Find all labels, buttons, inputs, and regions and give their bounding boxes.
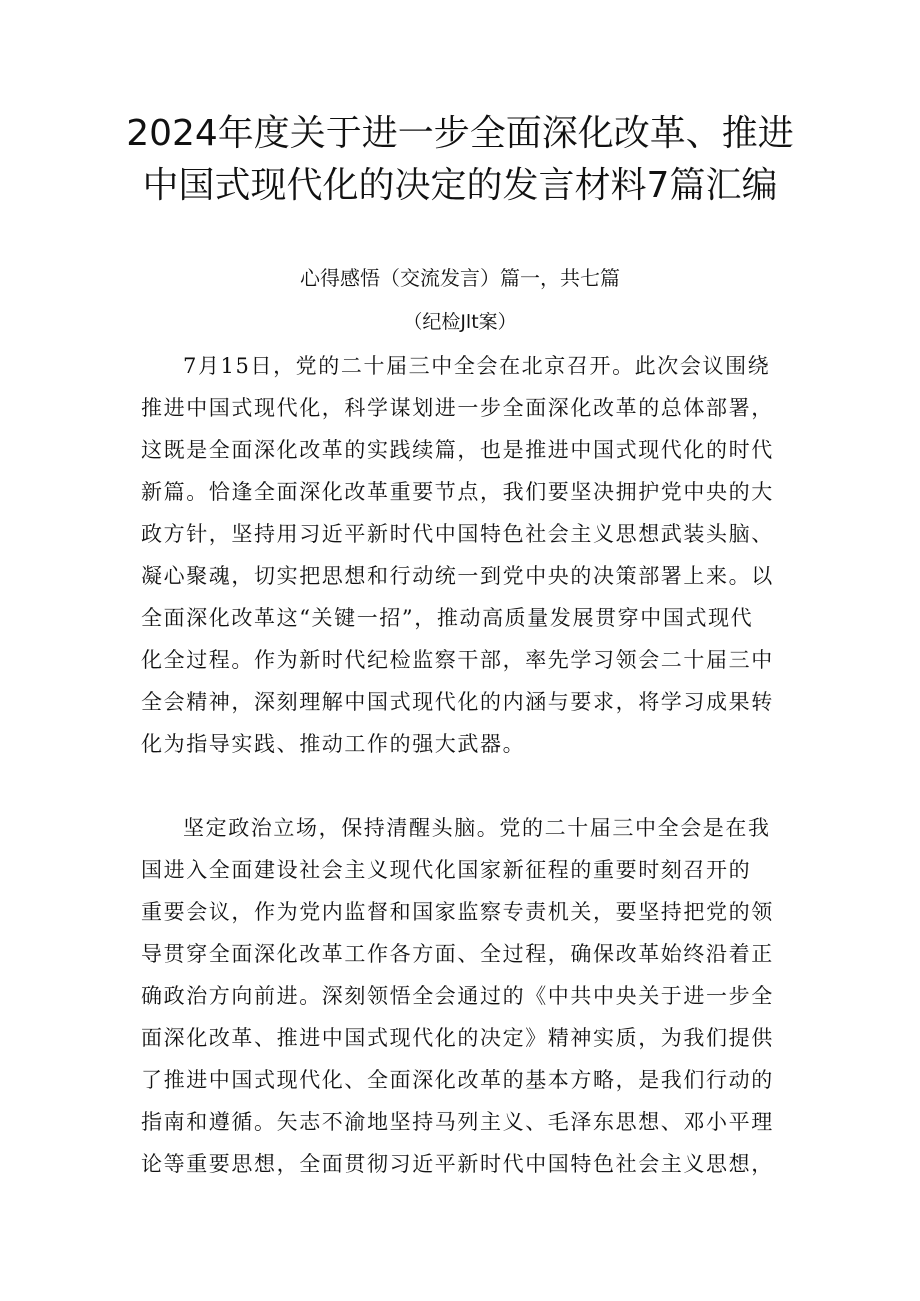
paragraph-line: 指南和遵循。矢志不渝地坚持马列主义、毛泽东思想、邓小平理 [141,1110,774,1134]
paragraph-line: 化为指导实践、推动工作的强大武器。 [141,732,526,756]
paragraph-1 [141,345,789,765]
paragraph-line: 化全过程。作为新时代纪检监察干部，率先学习领会二十届三中 [141,648,774,672]
paragraph-line: 政方针，坚持用习近平新时代中国特色社会主义思想武装头脑、 [141,522,774,546]
paragraph-line: 了推进中国式现代化、全面深化改革的基本方略，是我们行动的 [141,1068,774,1092]
title-line-2: 中国式现代化的决定的发言材料7篇汇编 [142,165,778,206]
paragraph-line: 这既是全面深化改革的实践续篇，也是推进中国式现代化的时代 [141,438,774,462]
title-line-1: 2024年度关于进一步全面深化改革、推进 [126,113,794,154]
paragraph-line: 导贯穿全面深化改革工作各方面、全过程，确保改革始终沿着正 [141,942,774,966]
paragraph-line: 新篇。恰逢全面深化改革重要节点，我们要坚决拥护党中央的大 [141,480,774,504]
paragraph-line: 国进入全面建设社会主义现代化国家新征程的重要时刻召开的 [141,858,752,882]
section-subtitle: 心得感悟（交流发言）篇一，共七篇 [300,266,620,290]
section-subnote: （纪检Jlt案） [403,311,517,333]
paragraph-2 [141,807,789,1185]
paragraph-line: 全面深化改革这“关键一招”，推动高质量发展贯穿中国式现代 [141,606,754,630]
paragraph-line: 确政治方向前进。深刻领悟全会通过的《中共中央关于进一步全 [141,984,774,1008]
paragraph-line: 面深化改革、推进中国式现代化的决定》精神实质，为我们提供 [141,1026,774,1050]
paragraph-line: 凝心聚魂，切实把思想和行动统一到党中央的决策部署上来。以 [141,564,774,588]
paragraph-line: 推进中国式现代化，科学谋划进一步全面深化改革的总体部署， [141,396,774,420]
paragraph-line: 论等重要思想，全面贯彻习近平新时代中国特色社会主义思想， [141,1152,774,1176]
paragraph-line: 坚定政治立场，保持清醒头脑。党的二十届三中全会是在我 [183,816,771,840]
paragraph-line: 7月15日，党的二十届三中全会在北京召开。此次会议围绕 [183,354,771,378]
paragraph-line: 全会精神，深刻理解中国式现代化的内涵与要求，将学习成果转 [141,690,774,714]
document-title [100,108,820,212]
paragraph-line: 重要会议，作为党内监督和国家监察专责机关，要坚持把党的领 [141,900,774,924]
